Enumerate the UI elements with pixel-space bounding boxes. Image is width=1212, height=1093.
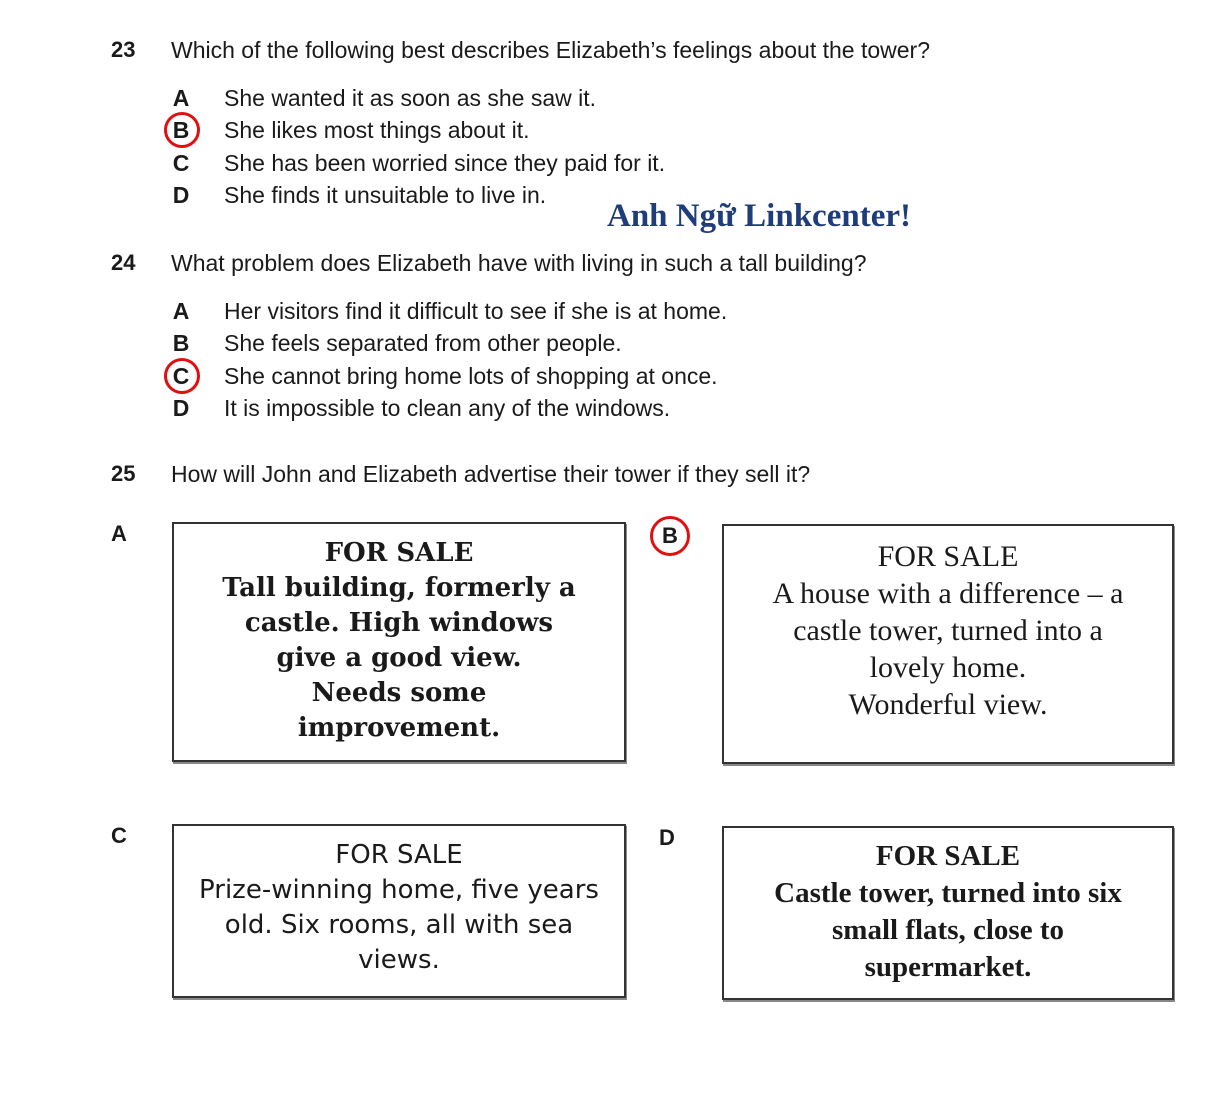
- q24-option-b-text: She feels separated from other people.: [224, 330, 622, 356]
- ad-a-box[interactable]: [172, 522, 626, 762]
- q23-option-c[interactable]: [166, 150, 665, 177]
- q24-option-c-text: She cannot bring home lots of shopping at once.: [224, 363, 718, 389]
- ad-c-line: FOR SALE: [335, 840, 463, 870]
- ad-d-box[interactable]: [722, 826, 1174, 1000]
- q23-option-c-letter: C: [172, 150, 190, 176]
- ad-d-letter: D: [659, 825, 675, 850]
- ad-a-line: Tall building, formerly a: [222, 573, 576, 603]
- q24-option-b-letter: B: [172, 330, 190, 356]
- q23-option-b-text: She likes most things about it.: [224, 117, 530, 143]
- q24-option-d-letter: D: [172, 395, 190, 421]
- ad-b-line: castle tower, turned into a: [793, 614, 1103, 647]
- q24-option-a-text: Her visitors find it difficult to see if she is at home.: [224, 298, 728, 324]
- q23-option-d[interactable]: [166, 182, 546, 209]
- ad-b-line: FOR SALE: [877, 540, 1019, 573]
- ad-a-line: castle. High windows: [244, 608, 554, 638]
- ad-d-line: FOR SALE: [875, 840, 1021, 872]
- q24-option-c-letter-circled: C: [166, 363, 196, 390]
- question-24-number: 24: [111, 250, 136, 275]
- ad-a-letter: A: [111, 521, 127, 546]
- q23-option-c-text: She has been worried since they paid for it.: [224, 150, 666, 176]
- ad-d-line: Castle tower, turned into six: [774, 877, 1122, 909]
- q23-option-d-text: She finds it unsuitable to live in.: [224, 182, 547, 208]
- ad-a-line: improvement.: [297, 713, 501, 743]
- question-25-text: How will John and Elizabeth advertise their tower if they sell it?: [171, 461, 811, 487]
- question-23-text: Which of the following best describes Elizabeth’s feelings about the tower?: [171, 37, 931, 63]
- q24-option-c[interactable]: [166, 363, 718, 390]
- ad-a-line: FOR SALE: [324, 538, 474, 568]
- q24-option-a-letter: A: [172, 298, 190, 324]
- ad-b-letter-circled: B: [650, 516, 690, 556]
- q23-option-a-text: She wanted it as soon as she saw it.: [224, 85, 597, 111]
- question-24-text: What problem does Elizabeth have with living in such a tall building?: [171, 250, 867, 276]
- ad-a-line: Needs some: [311, 678, 487, 708]
- ad-c-line: Prize-winning home, five years: [199, 875, 599, 905]
- ad-b-line: A house with a difference – a: [772, 577, 1124, 610]
- q23-option-d-letter: D: [172, 182, 190, 208]
- q24-option-d[interactable]: [166, 395, 670, 422]
- q23-option-b-letter-circled: B: [166, 117, 196, 144]
- ad-c-letter: C: [111, 823, 127, 848]
- ad-c-line: views.: [358, 945, 440, 975]
- ad-a-line: give a good view.: [276, 643, 522, 673]
- ad-c-line: old. Six rooms, all with sea: [224, 910, 574, 940]
- q24-option-b[interactable]: [166, 330, 622, 357]
- ad-b-box[interactable]: [722, 524, 1174, 764]
- question-25-number: 25: [111, 461, 136, 486]
- ad-c-box[interactable]: [172, 824, 626, 998]
- ad-d-line: supermarket.: [864, 951, 1032, 983]
- q23-option-a-letter: A: [172, 85, 190, 111]
- ad-b-line: Wonderful view.: [848, 688, 1048, 721]
- q24-option-d-text: It is impossible to clean any of the windows.: [224, 395, 671, 421]
- ad-d-line: small flats, close to: [832, 914, 1064, 946]
- q24-option-a[interactable]: [166, 298, 727, 325]
- q23-option-b[interactable]: [166, 117, 530, 144]
- q23-option-a[interactable]: [166, 85, 596, 112]
- watermark-text: Anh Ngữ Linkcenter!: [607, 198, 911, 234]
- ad-b-line: lovely home.: [869, 651, 1027, 684]
- question-23-number: 23: [111, 37, 136, 62]
